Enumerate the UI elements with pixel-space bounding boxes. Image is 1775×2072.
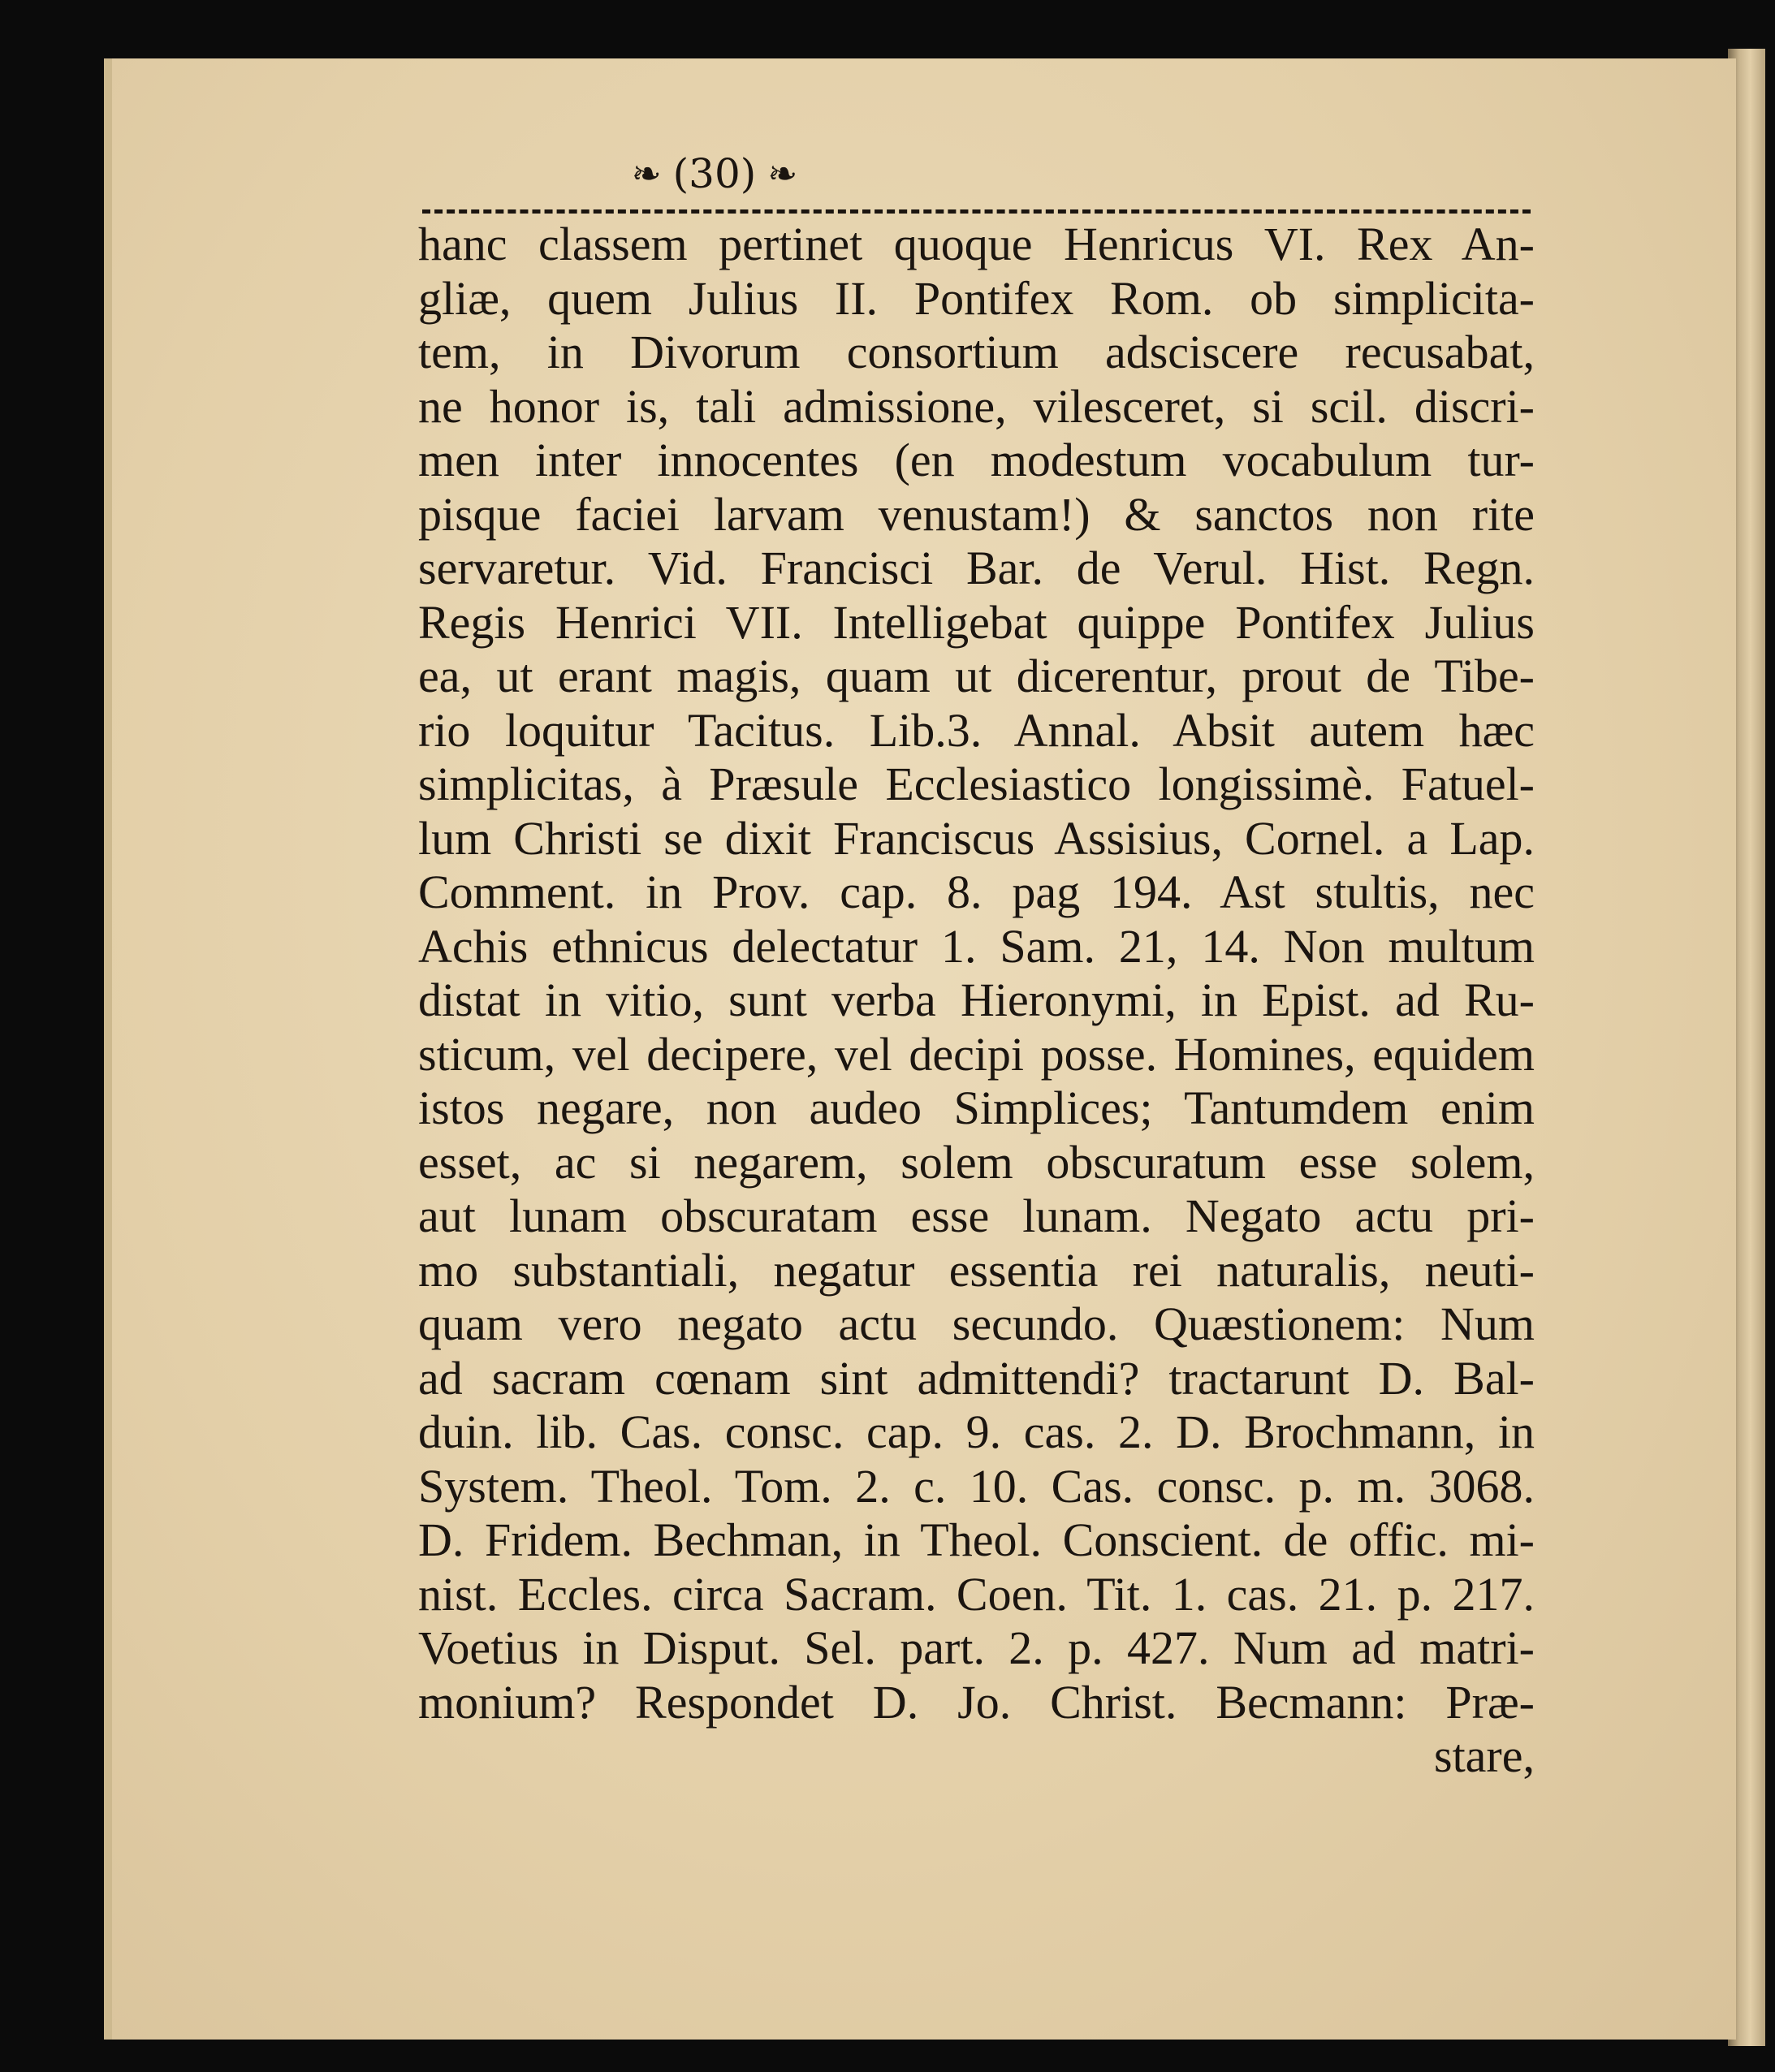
text-line: duin. lib. Cas. consc. cap. 9. cas. 2. D. Brochmann, in bbox=[418, 1405, 1535, 1458]
text-line: gliæ, quem Julius II. Pontifex Rom. ob simplicita- bbox=[418, 271, 1535, 325]
header-rule bbox=[422, 209, 1531, 214]
text-line: nist. Eccles. circa Sacram. Coen. Tit. 1. cas. 21. p. 217. bbox=[418, 1567, 1535, 1621]
text-line: distat in vitio, sunt verba Hieronymi, in Epist. ad Ru- bbox=[418, 973, 1535, 1026]
text-line: Achis ethnicus delectatur 1. Sam. 21, 14. Non multum bbox=[418, 919, 1535, 973]
text-line: istos negare, non audeo Simplices; Tantumdem enim bbox=[418, 1081, 1535, 1134]
text-line: System. Theol. Tom. 2. c. 10. Cas. consc. p. m. 3068. bbox=[418, 1459, 1535, 1513]
text-line: men inter innocentes (en modestum vocabulum tur- bbox=[418, 434, 1535, 486]
text-line: Comment. in Prov. cap. 8. pag 194. Ast stultis, nec bbox=[418, 865, 1535, 918]
catchword: stare, bbox=[1434, 1729, 1535, 1782]
text-line: ea, ut erant magis, quam ut dicerentur, prout de Tibe- bbox=[418, 650, 1535, 702]
body-text bbox=[418, 218, 1535, 1784]
text-line: quam vero negato actu secundo. Quæstionem: Num bbox=[418, 1297, 1535, 1350]
text-line: monium? Respondet D. Jo. Christ. Becmann: Præ- bbox=[418, 1675, 1535, 1729]
text-line: simplicitas, à Præsule Ecclesiastico longissimè. Fatuel- bbox=[418, 758, 1535, 810]
page-number: (30) bbox=[672, 150, 757, 197]
text-line: Voetius in Disput. Sel. part. 2. p. 427. Num ad matri- bbox=[418, 1621, 1535, 1674]
text-line: mo substantiali, negatur essentia rei naturalis, neuti- bbox=[418, 1243, 1535, 1297]
text-line: sticum, vel decipere, vel decipi posse. Homines, equidem bbox=[418, 1027, 1535, 1081]
text-line: hanc classem pertinet quoque Henricus VI. Rex An- bbox=[418, 218, 1535, 270]
text-line: lum Christi se dixit Franciscus Assisius, Cornel. a Lap. bbox=[418, 811, 1535, 865]
text-line: tem, in Divorum consortium adsciscere recusabat, bbox=[418, 326, 1535, 378]
text-line: pisque faciei larvam venustam!) & sanctos non rite bbox=[418, 487, 1535, 541]
text-line: aut lunam obscuratam esse lunam. Negato actu pri- bbox=[418, 1189, 1535, 1242]
text-line: Regis Henrici VII. Intelligebat quippe Pontifex Julius bbox=[418, 595, 1535, 649]
left-ornament-icon: ❧ bbox=[631, 153, 662, 195]
text-line: rio loquitur Tacitus. Lib.3. Annal. Absit autem hæc bbox=[418, 703, 1535, 757]
text-line: servaretur. Vid. Francisci Bar. de Verul. Hist. Regn. bbox=[418, 542, 1535, 594]
page-header bbox=[422, 150, 1007, 197]
right-ornament-icon: ❧ bbox=[767, 153, 798, 195]
text-line: ne honor is, tali admissione, vilesceret, si scil. discri- bbox=[418, 379, 1535, 433]
text-line: D. Fridem. Bechman, in Theol. Conscient. de offic. mi- bbox=[418, 1513, 1535, 1566]
text-line: ad sacram cœnam sint admittendi? tractarunt D. Bal- bbox=[418, 1351, 1535, 1405]
text-line: esset, ac si negarem, solem obscuratum esse solem, bbox=[418, 1135, 1535, 1189]
